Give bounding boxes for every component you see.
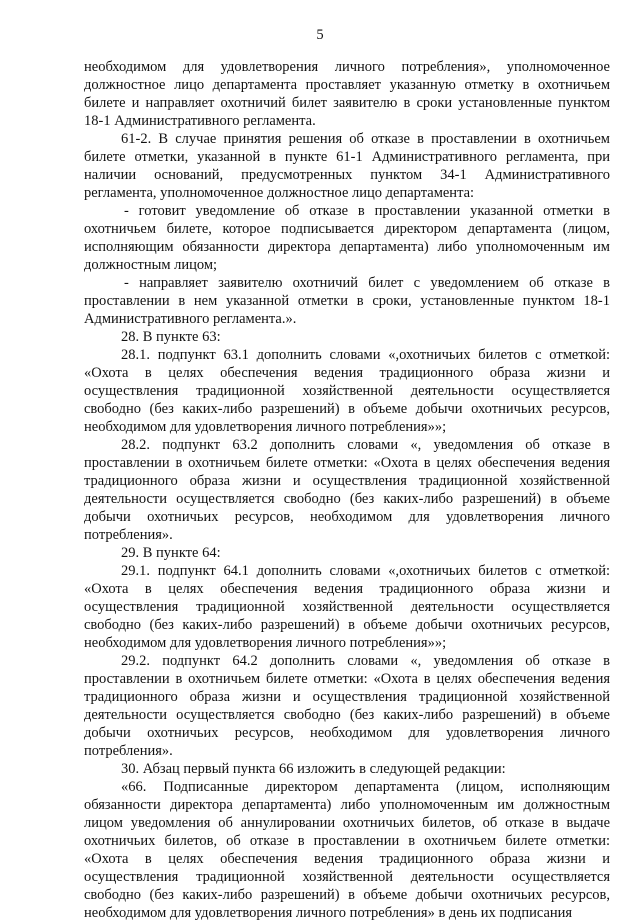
text-line: Административного регламента.». <box>84 311 297 327</box>
text-line: «Охота в целях обеспечения ведения традиционного образа жизни и <box>84 581 610 597</box>
paragraph-61-2 <box>84 130 610 202</box>
text-line: 28.1. подпункт 63.1 дополнить словами «,охотничьих билетов с отметкой: <box>121 347 610 363</box>
text-line: 29.2. подпункт 64.2 дополнить словами «, уведомления об отказе в <box>121 653 610 669</box>
paragraph-continuation <box>84 58 610 130</box>
text-line: свободно (без каких-либо разрешений) в объеме добычи охотничьих ресурсов, <box>84 617 610 633</box>
text-line: исполняющим обязанности директора департамента) либо уполномоченным им <box>84 239 610 255</box>
text-line: охотничьем билете, которое подписывается директором департамента (лицом, <box>84 221 610 237</box>
text-line: необходимом для удовлетворения личного потребления» в день их подписания <box>84 905 573 921</box>
text-line: деятельности осуществляется свободно (без каких-либо разрешений) в объеме <box>84 491 610 507</box>
text-line: лицом уведомления об аннулировании охотничьих билетов, об отказе в выдаче <box>84 815 610 831</box>
text-line: охотничьих билетов, об отказе в проставлении в охотничьем билете отметки: <box>84 833 610 849</box>
paragraph-29 <box>84 544 610 562</box>
text-line: обязанности директора департамента) либо уполномоченным им должностным <box>84 797 610 813</box>
text-line: традиционного образа жизни и осуществления традиционной хозяйственной <box>84 473 610 489</box>
text-line: осуществления традиционной хозяйственной деятельности осуществляется <box>84 869 610 885</box>
text-line: «66. Подписанные директором департамента (лицом, исполняющим <box>121 779 610 795</box>
text-line: 61-2. В случае принятия решения об отказе в проставлении в охотничьем <box>121 131 610 147</box>
text-line: осуществления традиционной хозяйственной деятельности осуществляется <box>84 599 610 615</box>
text-line: 18-1 Административного регламента. <box>84 113 316 129</box>
text-line: свободно (без каких-либо разрешений) в объеме добычи охотничьих ресурсов, <box>84 401 610 417</box>
text-line: должностное лицо департамента проставляет указанную отметку в охотничьем <box>84 77 610 93</box>
paragraph-28-1 <box>84 346 610 436</box>
paragraph-29-2 <box>84 652 610 760</box>
text-line: 30. Абзац первый пункта 66 изложить в следующей редакции: <box>121 761 506 777</box>
paragraph-item-prepare-notice <box>84 202 610 274</box>
paragraph-28-2 <box>84 436 610 544</box>
paragraph-29-1 <box>84 562 610 652</box>
text-line: осуществления традиционной хозяйственной деятельности осуществляется <box>84 383 610 399</box>
text-line: 28.2. подпункт 63.2 дополнить словами «, уведомления об отказе в <box>121 437 610 453</box>
text-line: добычи охотничьих ресурсов, необходимом для удовлетворения личного <box>84 509 610 525</box>
text-line: должностным лицом; <box>84 257 218 273</box>
text-line: билете и направляет охотничий билет заявителю в сроки установленные пунктом <box>84 95 610 111</box>
text-line: 28. В пункте 63: <box>121 329 221 345</box>
paragraph-item-send-ticket <box>84 274 610 328</box>
text-line: регламента, уполномоченное должностное лицо департамента: <box>84 185 475 201</box>
text-line: - направляет заявителю охотничий билет с уведомлением об отказе в <box>124 275 610 291</box>
text-line: необходимом для удовлетворения личного потребления», уполномоченное <box>84 59 610 75</box>
text-line: проставлении в охотничьем билете отметки: «Охота в целях обеспечения ведения <box>84 455 610 471</box>
text-line: 29.1. подпункт 64.1 дополнить словами «,охотничьих билетов с отметкой: <box>121 563 610 579</box>
text-line: необходимом для удовлетворения личного потребления»»; <box>84 635 447 651</box>
paragraph-28 <box>84 328 610 346</box>
text-line: проставлении в охотничьем билете отметки: «Охота в целях обеспечения ведения <box>84 671 610 687</box>
text-line: потребления». <box>84 743 173 759</box>
text-line: - готовит уведомление об отказе в проставлении указанной отметки в <box>124 203 610 219</box>
text-line: билете отметки, указанной в пункте 61-1 Административного регламента, при <box>84 149 610 165</box>
text-line: «Охота в целях обеспечения ведения традиционного образа жизни и <box>84 365 610 381</box>
text-line: «Охота в целях обеспечения ведения традиционного образа жизни и <box>84 851 610 867</box>
text-line: деятельности осуществляется свободно (без каких-либо разрешений) в объеме <box>84 707 610 723</box>
document-body <box>84 58 610 922</box>
text-line: свободно (без каких-либо разрешений) в объеме добычи охотничьих ресурсов, <box>84 887 610 903</box>
text-line: наличии оснований, предусмотренных пунктом 34-1 Административного <box>84 167 610 183</box>
paragraph-66 <box>84 778 610 922</box>
text-line: проставлении в нем указанной отметки в сроки, установленные пунктом 18-1 <box>84 293 610 309</box>
text-line: потребления». <box>84 527 173 543</box>
text-line: традиционного образа жизни и осуществления традиционной хозяйственной <box>84 689 610 705</box>
paragraph-30 <box>84 760 610 778</box>
text-line: добычи охотничьих ресурсов, необходимом для удовлетворения личного <box>84 725 610 741</box>
text-line: необходимом для удовлетворения личного потребления»»; <box>84 419 447 435</box>
text-line: 29. В пункте 64: <box>121 545 221 561</box>
page-number: 5 <box>316 27 324 43</box>
